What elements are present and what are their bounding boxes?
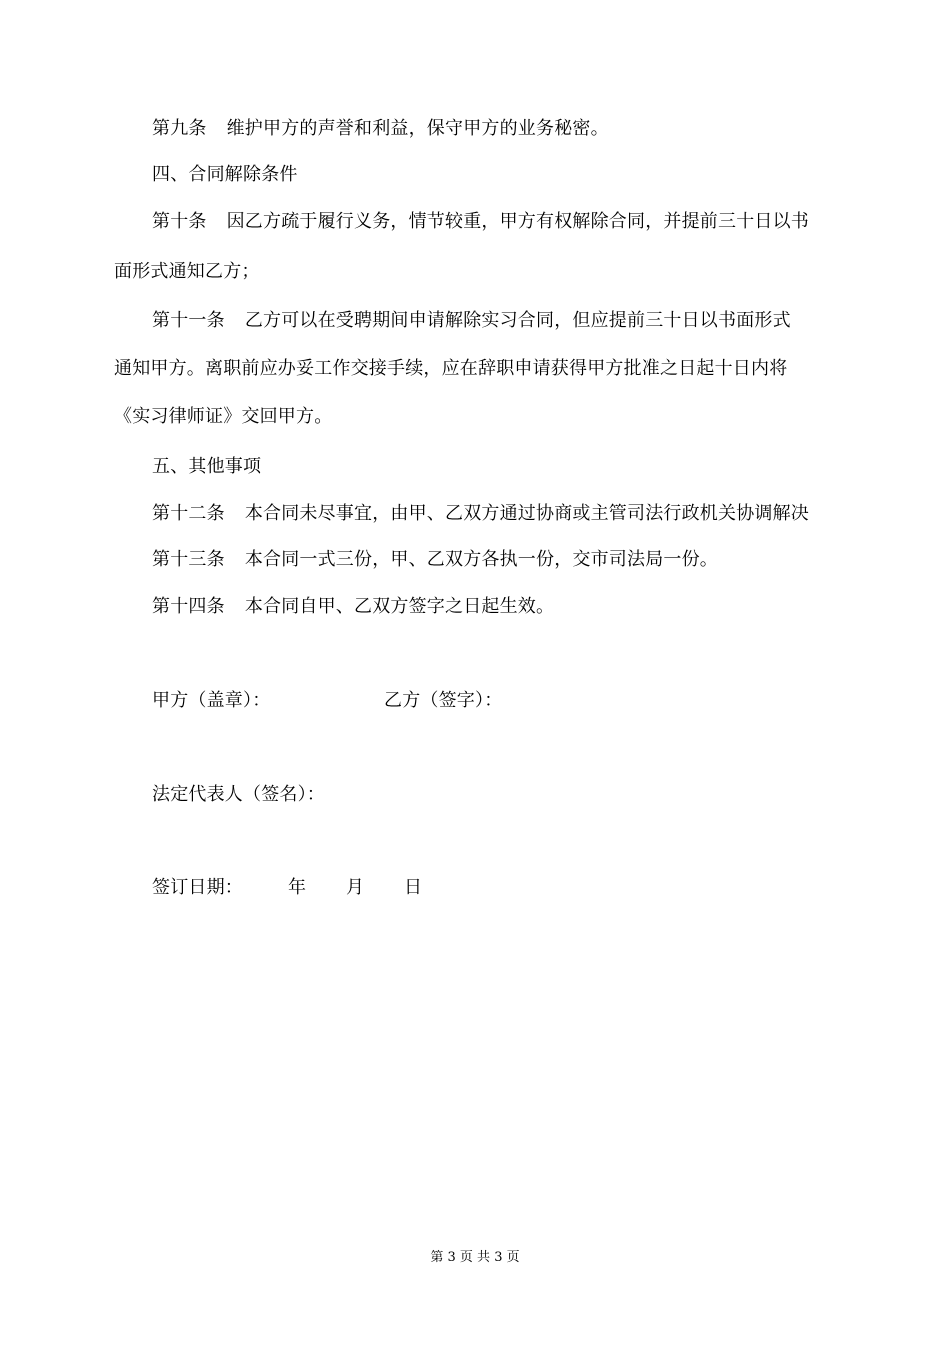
article-12	[152, 502, 809, 526]
article-14-number: 第十四条	[152, 596, 225, 617]
page-footer: 第 3 页 共 3 页	[430, 1250, 520, 1265]
article-10-text: 因乙方疏于履行义务，情节较重，甲方有权解除合同，并提前三十日以书	[226, 211, 810, 232]
article-13-text: 本合同一式三份，甲、乙双方各执一份，交市司法局一份。	[244, 549, 719, 570]
date-month-label: 月	[346, 877, 365, 898]
article-12-text: 本合同未尽事宜，由甲、乙双方通过协商或主管司法行政机关协调解决	[244, 503, 810, 524]
article-10-number: 第十条	[152, 211, 207, 232]
article-11-line-2: 通知甲方。离职前应办妥工作交接手续，应在辞职申请获得甲方批准之日起十日内将	[114, 358, 788, 379]
article-11-line-1	[152, 309, 791, 333]
article-12-number: 第十二条	[152, 503, 225, 524]
article-10-line-2: 面形式通知乙方；	[114, 261, 260, 282]
article-13	[152, 548, 718, 572]
party-b-signature-label: 乙方（签字）：	[384, 690, 503, 711]
date-day-label: 日	[404, 877, 423, 898]
article-10-line-1	[152, 210, 809, 234]
article-9	[152, 117, 609, 141]
section-5-heading: 五、其他事项	[152, 456, 262, 477]
article-13-number: 第十三条	[152, 549, 225, 570]
article-9-text: 维护甲方的声誉和利益，保守甲方的业务秘密。	[226, 118, 609, 139]
section-4-heading: 四、合同解除条件	[152, 164, 298, 185]
party-a-seal-label: 甲方（盖章）：	[152, 690, 271, 711]
article-14-text: 本合同自甲、乙双方签字之日起生效。	[244, 596, 555, 617]
legal-representative-label: 法定代表人（签名）：	[152, 784, 325, 805]
article-11-line-3: 《实习律师证》交回甲方。	[114, 406, 333, 427]
article-14	[152, 595, 554, 619]
date-year-label: 年	[288, 877, 307, 898]
article-11-text: 乙方可以在受聘期间申请解除实习合同，但应提前三十日以书面形式	[244, 310, 791, 331]
article-11-number: 第十一条	[152, 310, 225, 331]
signing-date-label: 签订日期：	[152, 877, 243, 898]
article-9-number: 第九条	[152, 118, 207, 139]
